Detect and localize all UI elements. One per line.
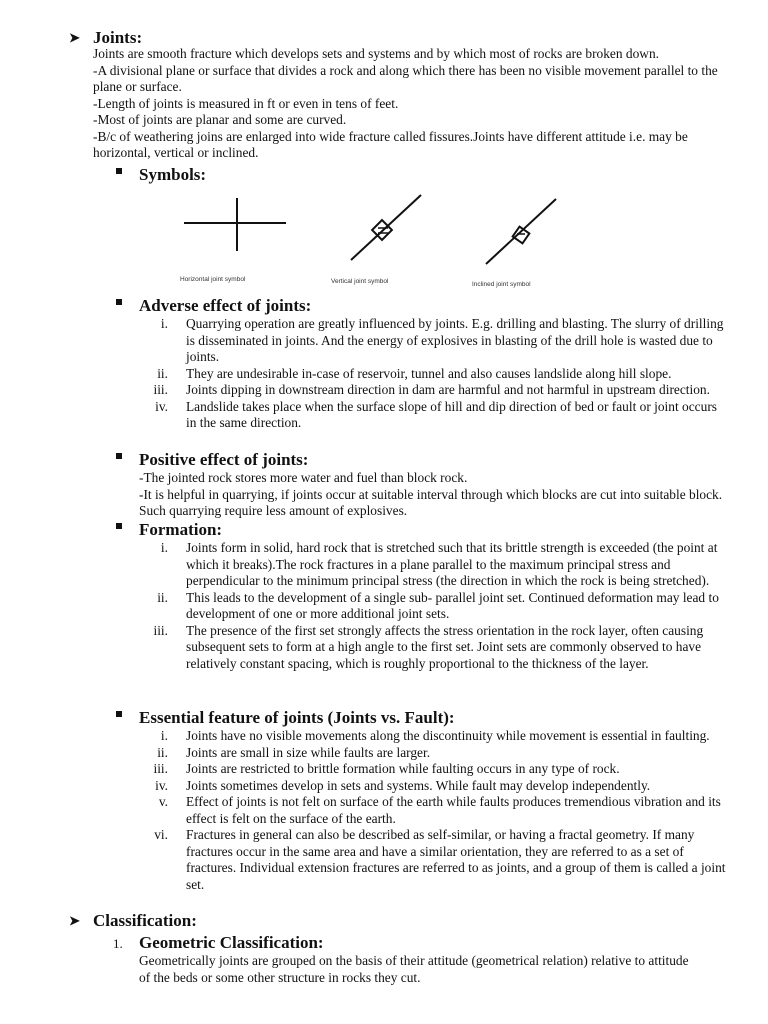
positive-line: -It is helpful in quarrying, if joints occur at suitable interval through which blocks are cut into suitable block. Such quarrying require less amount of explosives. [139,486,723,518]
joints-intro-line: -A divisional plane or surface that divides a rock and along which there has been no visible movement parallel to the plane or surface. [93,62,718,94]
joints-intro-line: Joints are smooth fracture which develops sets and systems and by which most of rocks are broken down. [93,46,660,61]
list-item-number: i. [160,316,168,331]
list-item-text: Joints are restricted to brittle formation while faulting occurs in any type of rock. [186,761,620,776]
heading-symbols-text: Symbols: [139,165,207,184]
list-item-text: Quarrying operation are greatly influenced by joints. E.g. drilling and blasting. The slurry of drilling is disseminated in joints. And the energy of explosives in blasting of the drill hole is wasted due to joints. [186,316,724,364]
list-item-number: ii. [157,589,168,605]
arrow-bullet-icon: ➤ [69,30,80,45]
list-item [155,777,726,795]
list-item [154,827,726,893]
list-item-number: iii. [153,622,168,638]
list-item-number: ii. [157,365,168,381]
list-item-text: Joints form in solid, hard rock that is stretched such that its brittle strength is exceeded (the point at which it breaks).The rock fractures in a plane parallel to the maximum principal stress and perpendicular to the minimum principal stress (the direction in which the rock is being stretched). [186,540,718,588]
list-item-number: ii. [157,744,168,760]
list-item-text: Joints are small in size while faults are larger. [186,744,431,760]
list-item [153,761,726,778]
vertical-joint-symbol-icon [345,192,427,264]
heading-formation [139,520,222,540]
list-item-number: iv. [155,398,168,414]
arrow-bullet-icon: ➤ [69,913,80,928]
list-item-text: This leads to the development of a single sub- parallel joint set. Continued deformation may lead to development of one or more additional joint sets. [186,589,719,621]
list-item [157,365,726,383]
list-item-text: Fractures in general can also be described as self-similar, or having a fractal geometry. If many fractures occur in the same area and have a similar orientation, they are referred to as a set of fractures. Individual extension fractures are referred to as joints, and a group of them is called a joint set. [186,827,726,892]
list-item [157,589,726,623]
joints-intro-line: -B/c of weathering joins are enlarged into wide fracture called fissures.Joints have different attitude i.e. may be horizontal, vertical or inclined. [93,128,688,160]
heading-essential-feature [139,708,455,728]
list-item [160,728,726,745]
inclined-joint-caption: Inclined joint symbol [472,281,531,288]
square-bullet-icon [116,299,122,305]
list-item-text: Landslide takes place when the surface slope of hill and dip direction of bed or fault or joint occurs in the same direction. [186,398,717,430]
heading-geometric-text: Geometric Classification: [139,933,324,952]
heading-formation-text: Formation: [139,520,223,539]
geometric-text: Geometrically joints are grouped on the basis of their attitude (geometrical relation) relative to attitude of the beds or some other structure in rocks they cut. [139,953,689,985]
list-item-text: Effect of joints is not felt on surface of the earth while faults produces tremendious vibration and its effect is felt on the surface of the earth. [186,794,721,826]
list-item-text: The presence of the first set strongly affects the stress orientation in the rock layer, often causing subsequent sets to form at a high angle to the first set. Joint sets are commonly observed to have relatively constant spacing, which is roughly proportional to the thickness of the layer. [186,622,704,671]
square-bullet-icon [116,168,122,174]
heading-symbols [139,165,206,185]
list-item-text: Joints sometimes develop in sets and systems. While fault may develop independently. [186,777,651,793]
inclined-joint-symbol-icon [480,196,562,268]
geometric-paragraph [139,953,699,986]
list-item-text: They are undesirable in-case of reservoir, tunnel and also causes landslide along hill slope. [186,365,672,381]
list-item [160,316,726,366]
joints-intro-line: -Most of joints are planar and some are curved. [93,112,347,127]
heading-positive-text: Positive effect of joints: [139,450,309,469]
list-item-text: Joints dipping in downstream direction in dam are harmful and not harmful in upstream direction. [186,382,710,397]
essential-list [153,728,726,893]
square-bullet-icon [116,523,122,529]
horizontal-joint-caption: Horizontal joint symbol [180,276,246,283]
list-item [153,622,726,673]
horizontal-joint-symbol-icon [180,195,290,255]
list-item [155,398,726,432]
heading-joints [69,28,143,48]
joints-intro [93,46,733,162]
formation-list [153,540,726,672]
list-item-number: iii. [153,382,168,397]
square-bullet-icon [116,453,122,459]
list-item [153,382,726,399]
positive-line: -The jointed rock stores more water and fuel than block rock. [139,470,468,485]
list-item [158,794,726,827]
section-number: 1. [113,936,123,951]
list-item-number: iii. [153,761,168,776]
list-item-number: v. [158,794,168,809]
vertical-joint-caption: Vertical joint symbol [331,278,389,285]
list-item-text: Joints have no visible movements along the discontinuity while movement is essential in faulting. [186,728,710,743]
square-bullet-icon [116,711,122,717]
heading-adverse-effect [139,296,311,316]
adverse-list [153,316,726,432]
heading-essential-text: Essential feature of joints (Joints vs. Fault): [139,708,455,727]
list-item-number: iv. [155,777,168,793]
heading-classification [69,911,197,931]
list-item-number: i. [160,728,168,743]
heading-geometric-classification [113,933,324,953]
list-item-number: i. [160,540,168,555]
list-item [160,540,726,590]
list-item-number: vi. [154,827,168,842]
heading-positive-effect [139,450,308,470]
list-item [157,744,726,762]
heading-classification-text: Classification: [93,911,197,930]
heading-joints-text: Joints: [93,28,143,47]
joints-intro-line: -Length of joints is measured in ft or even in tens of feet. [93,95,399,111]
positive-paragraph [139,470,729,520]
heading-adverse-text: Adverse effect of joints: [139,296,312,315]
